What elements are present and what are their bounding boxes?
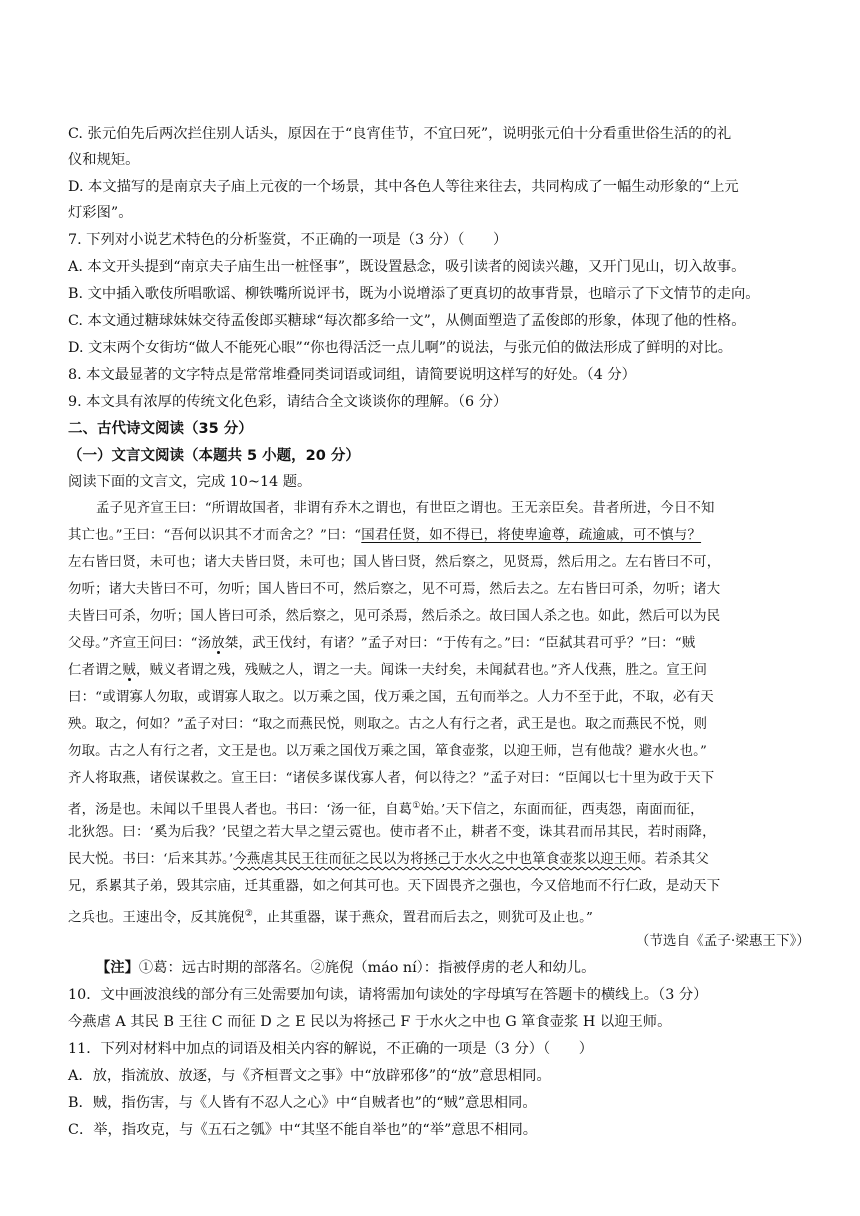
q6-option-d-line2: 灯彩图”。 xyxy=(68,205,133,221)
q6-option-d-line1: D. 本文描写的是南京夫子庙上元夜的一个场景，其中各色人等往来往去，共同构成了一幅生动形象的“上元 xyxy=(68,179,739,195)
footnote-marker: ① xyxy=(412,801,421,811)
passage-line: 父母。”齐宣王问曰：“汤放桀，武王伐纣，有诸？”孟子对曰：“于传有之。”曰：“臣弑其君可乎？”曰：“贼 xyxy=(68,636,696,651)
passage-line: 北狄怨。曰：‘奚为后我？’民望之若大旱之望云霓也。使市者不止，耕者不变，诛其君而吊其民，若时雨降， xyxy=(68,825,716,840)
underlined-sentence: 国君任贤，如不得已，将使卑逾尊，疏逾戚，可不慎与？ xyxy=(361,528,702,543)
q7-option-d: D. 文末两个女街坊“做人不能死心眼”“你也得活泛一点儿啊”的说法，与张元伯的做法形成了鲜明的对比。 xyxy=(68,340,733,356)
passage-line: 勿取。古之人有行之者，文王是也。以万乘之国伐万乘之国，箪食壶浆，以迎王师，岂有他哉？避水火也。” xyxy=(68,744,708,759)
passage-line: 夫皆曰可杀，勿听；国人皆曰可杀，然后察之，见可杀焉，然后杀之。故曰国人杀之也。如此，然后可以为民 xyxy=(68,609,721,624)
passage-line: 其亡也。”王曰：“吾何以识其不才而舍之？”曰：“国君任贤，如不得已，将使卑逾尊，疏逾戚，可不慎与？ xyxy=(68,528,702,543)
q9-stem: 9. 本文具有浓厚的传统文化色彩，请结合全文谈谈你的理解。（6 分） xyxy=(68,394,508,410)
passage-line: 齐人将取燕，诸侯谋救之。宣王曰：“诸侯多谋伐寡人者，何以待之？”孟子对曰：“臣闻以七十里为政于天下 xyxy=(68,771,715,786)
notes-text: ①葛：远古时期的部落名。②旄倪（máo ní）：指被俘虏的老人和幼儿。 xyxy=(138,960,596,976)
section-title: 二、古代诗文阅读（35 分） xyxy=(68,421,253,437)
passage-line: 殃。取之，何如？”孟子对曰：“取之而燕民悦，则取之。古之人有行之者，武王是也。取之而燕民不悦，则 xyxy=(68,717,708,732)
notes xyxy=(96,958,595,978)
q11-stem: 11．下列对材料中加点的词语及相关内容的解说，不正确的一项是（3 分）（ ） xyxy=(68,1041,594,1057)
q7-stem: 7. 下列对小说艺术特色的分析鉴赏，不正确的一项是（3 分）（ ） xyxy=(68,232,508,248)
passage-line: 者，汤是也。未闻以千里畏人者也。书曰：‘汤一征，自葛①始。’天下信之，东面而征，西夷怨，南面而征， xyxy=(68,801,704,818)
q7-option-c: C. 本文通过糖球妹妹交待孟俊郎买糖球“每次都多给一文”，从侧面塑造了孟俊郎的形象，体现了他的性格。 xyxy=(68,313,746,329)
q6-option-c-line2: 仪和规矩。 xyxy=(68,152,140,168)
passage-line: 之兵也。王速出令，反其旄倪②，止其重器，谋于燕众，置君而后去之，则犹可及止也。” xyxy=(68,909,594,926)
q10-stem: 10．文中画波浪线的部分有三处需要加句读，请将需加句读处的字母填写在答题卡的横线上。（3 分） xyxy=(68,987,708,1003)
q7-option-b: B. 文中插入歌伎所唱歌谣、柳铁嘴所说评书，既为小说增添了更真切的故事背景，也暗示了下文情节的走向。 xyxy=(68,286,760,302)
q8-stem: 8. 本文最显著的文字特点是常常堆叠同类词语或词组，请简要说明这样写的好处。（4 分） xyxy=(68,367,636,383)
q11-option-b: B．贼，指伤害，与《人皆有不忍人之心》中“自贼者也”的“贼”意思相同。 xyxy=(68,1095,537,1111)
passage-line: 民大悦。书曰：‘后来其苏。’今燕虐其民王往而征之民以为将拯己于水火之中也箪食壶浆以迎王师。若杀其父 xyxy=(68,852,709,867)
passage-line: 曰：“或谓寡人勿取，或谓寡人取之。以万乘之国，伐万乘之国，五旬而举之。人力不至于此，不取，必有天 xyxy=(68,690,714,705)
q10-text: 今燕虐 A 其民 B 王往 C 而征 D 之 E 民以为将拯己 F 于水火之中也 G 箪食壶浆 H 以迎王师。 xyxy=(68,1014,672,1030)
passage-source: （节选自《孟子·梁惠王下》） xyxy=(635,933,810,949)
reading-instruction: 阅读下面的文言文，完成 10~14 题。 xyxy=(68,474,312,490)
passage-line: 勿听；诸大夫皆曰不可，勿听；国人皆曰不可，然后察之，见不可焉，然后去之。左右皆曰可杀，勿听；诸大 xyxy=(68,582,721,597)
dotted-word-zei: 贼 xyxy=(122,663,136,678)
notes-label: 【注】 xyxy=(96,960,139,976)
passage-line: 仁者谓之贼，贼义者谓之残，残贼之人，谓之一夫。闻诛一夫纣矣，未闻弑君也。”齐人伐燕，胜之。宣王问 xyxy=(68,663,708,678)
subsection-title: （一）文言文阅读（本题共 5 小题，20 分） xyxy=(68,448,360,464)
q11-option-c: C．举，指攻克，与《五石之瓠》中“其坚不能自举也”的“举”意思不相同。 xyxy=(68,1122,538,1138)
passage-line: 孟子见齐宣王曰：“所谓故国者，非谓有乔木之谓也，有世臣之谓也。王无亲臣矣。昔者所进，今日不知 xyxy=(96,501,715,516)
q7-option-a: A. 本文开头提到“南京夫子庙生出一桩怪事”，既设置悬念，吸引读者的阅读兴趣，又开门见山，切入故事。 xyxy=(68,259,746,275)
wavy-underlined-sentence: 今燕虐其民王往而征之民以为将拯己于水火之中也箪食壶浆以迎王师 xyxy=(233,852,642,867)
q6-option-c-line1: C. 张元伯先后两次拦住别人话头，原因在于“良宵佳节，不宜曰死”，说明张元伯十分看重世俗生活的的礼 xyxy=(68,126,732,142)
passage-line: 左右皆曰贤，未可也；诸大夫皆曰贤，未可也；国人皆曰贤，然后察之，见贤焉，然后用之。左右皆曰不可， xyxy=(68,555,721,570)
footnote-marker: ② xyxy=(244,909,253,919)
passage-line: 兄，系累其子弟，毁其宗庙，迁其重器，如之何其可也。天下固畏齐之强也，今又倍地而不行仁政，是动天下 xyxy=(68,879,721,894)
dotted-word-fang: 放 xyxy=(211,636,225,651)
q11-option-a: A．放，指流放、放逐，与《齐桓晋文之事》中“放辟邪侈”的“放”意思相同。 xyxy=(68,1068,551,1084)
